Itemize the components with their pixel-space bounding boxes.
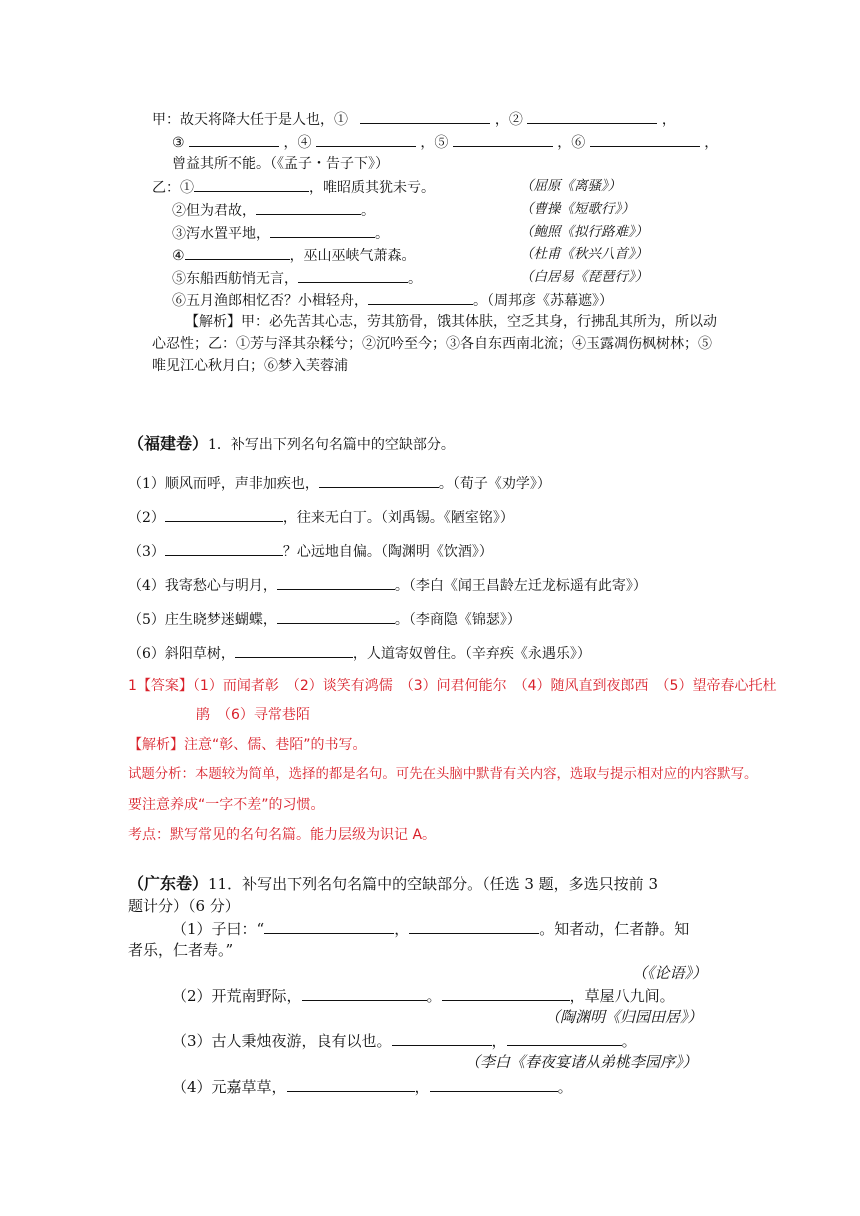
blank[interactable] <box>256 199 361 215</box>
fujian-item-2 <box>128 506 514 528</box>
text: ，巫山巫峡气萧森。 <box>289 248 416 264</box>
text: 。（李白《闻王昌龄左迁龙标遥有此寄》） <box>394 578 647 594</box>
analysis-line-3: 唯见江心秋月白；⑥梦入芙蓉浦 <box>152 358 348 374</box>
fujian-fenxi: 试题分析：本题较为简单，选择的都是名句。可先在头脑中默背有关内容，选取与提示相对应的内容默写。 <box>128 767 758 782</box>
blank[interactable] <box>527 108 657 124</box>
text: ⑤东船西舫悄无言， <box>172 271 298 287</box>
blank[interactable] <box>270 222 375 238</box>
blank[interactable] <box>277 574 395 590</box>
text: （3） <box>128 544 165 560</box>
text: 乙：① <box>152 180 194 196</box>
text: 。（李商隐《锦瑟》） <box>394 612 521 628</box>
yi-item-5 <box>172 267 422 289</box>
text: 。 <box>408 271 422 287</box>
blank[interactable] <box>189 131 279 147</box>
text: ，⑥ <box>557 135 586 151</box>
text: 。（周邦彦《苏幕遮》） <box>473 293 613 309</box>
text: （2）开荒南野际， <box>172 987 302 1005</box>
text: 1．补写出下列名句名篇中的空缺部分。 <box>208 437 455 453</box>
text: ，人道寄奴曾住。（辛弃疾《永遇乐》） <box>352 646 591 662</box>
blank[interactable] <box>316 131 416 147</box>
guangdong-head: （广东卷） <box>128 874 209 893</box>
blank[interactable] <box>409 918 539 934</box>
guangdong-item-3-src: （李白《春夜宴诸从弟桃李园序》） <box>465 1053 698 1071</box>
yi-item-4 <box>172 244 416 266</box>
text: 。 <box>375 226 389 242</box>
text: （4）我寄愁心与明月， <box>128 578 277 594</box>
text: ，② <box>494 112 523 128</box>
fujian-answer-line-1: 1【答案】（1）而闻者彰 （2）谈笑有鸿儒 （3）问君何能尔 （4）随风直到夜郎西 （5）望帝春心托杜 <box>128 678 777 694</box>
yi-item-3 <box>172 222 389 244</box>
text: ⑥五月渔郎相忆否？小楫轻舟， <box>172 293 368 309</box>
fujian-fenxi-2: 要注意养成“一字不差”的习惯。 <box>128 797 325 813</box>
guangdong-item-4 <box>172 1076 573 1097</box>
fujian-jiexi: 【解析】注意“彰、儒、巷陌”的书写。 <box>128 737 367 753</box>
text: ， <box>704 135 719 151</box>
fujian-question <box>128 434 455 455</box>
fujian-item-4 <box>128 574 647 596</box>
text: ， <box>414 1078 430 1096</box>
blank[interactable] <box>298 267 408 283</box>
guangdong-question-2: 题计分）（6 分） <box>128 897 240 915</box>
yi-item-1 <box>152 176 435 198</box>
text: （5）庄生晓梦迷蝴蝶， <box>128 612 277 628</box>
blank[interactable] <box>264 918 394 934</box>
fujian-item-3 <box>128 540 493 562</box>
fujian-item-1 <box>128 472 551 494</box>
blank[interactable] <box>507 1030 622 1046</box>
yi-item-6 <box>172 289 613 311</box>
blank[interactable] <box>442 985 570 1001</box>
fujian-answer-line-2: 鹃 （6）寻常巷陌 <box>196 707 310 723</box>
blank[interactable] <box>302 985 427 1001</box>
yi-src-2: （曹操《短歌行》） <box>520 201 635 217</box>
blank[interactable] <box>165 506 283 522</box>
jia-line-1 <box>152 108 676 130</box>
text: （4）元嘉草草， <box>172 1078 287 1096</box>
text: 。知者动，仁者静。知 <box>539 920 690 938</box>
text: ？心远地自偏。（陶渊明《饮酒》） <box>282 544 493 560</box>
text: ③ <box>172 135 185 151</box>
text: ④ <box>172 248 185 264</box>
text: （2） <box>128 510 165 526</box>
text: ③泻水置平地， <box>172 226 270 242</box>
blank[interactable] <box>360 108 490 124</box>
jia-line-3: 曾益其所不能。（《孟子・告子下》） <box>172 156 389 172</box>
blank[interactable] <box>368 289 473 305</box>
text: （3）古人秉烛夜游，良有以也。 <box>172 1032 392 1050</box>
blank[interactable] <box>194 176 309 192</box>
guangdong-item-3 <box>172 1030 637 1051</box>
text: ， <box>394 920 410 938</box>
blank[interactable] <box>430 1076 558 1092</box>
blank[interactable] <box>590 131 700 147</box>
fujian-head: （福建卷） <box>128 434 209 453</box>
text: ， <box>661 112 676 128</box>
blank[interactable] <box>277 608 395 624</box>
text: 。 <box>557 1078 573 1096</box>
blank[interactable] <box>185 244 290 260</box>
fujian-item-6 <box>128 642 591 664</box>
fujian-item-5 <box>128 608 521 630</box>
text: 11．补写出下列名句名篇中的空缺部分。（任选 3 题，多选只按前 3 <box>208 875 658 893</box>
guangdong-item-2 <box>172 985 675 1006</box>
yi-item-2 <box>172 199 375 221</box>
guangdong-item-1-src: （《论语》） <box>632 964 708 982</box>
jia-line-2 <box>172 131 718 153</box>
text: ②但为君故， <box>172 203 256 219</box>
yi-src-1: （屈原《离骚》） <box>520 178 622 194</box>
blank[interactable] <box>392 1030 492 1046</box>
blank[interactable] <box>319 472 439 488</box>
yi-src-3: （鲍照《拟行路难》） <box>520 224 649 240</box>
blank[interactable] <box>235 642 353 658</box>
text: 。 <box>621 1032 637 1050</box>
text: 。 <box>426 987 442 1005</box>
text: ，草屋八九间。 <box>569 987 675 1005</box>
text: （1）子曰：“ <box>172 920 265 938</box>
text: ，④ <box>283 135 312 151</box>
guangdong-item-2-src: （陶渊明《归园田居》） <box>545 1008 703 1026</box>
blank[interactable] <box>287 1076 415 1092</box>
fujian-kaodian: 考点：默写常见的名句名篇。能力层级为识记 A。 <box>128 827 437 843</box>
guangdong-item-1 <box>172 918 689 939</box>
analysis-line-2: 心忍性；乙：①芳与泽其杂糅兮；②沉吟至今；③各自东西南北流；④玉露凋伤枫树林；⑤ <box>152 336 712 352</box>
text: 。（荀子《劝学》） <box>438 476 551 492</box>
text: 。 <box>361 203 375 219</box>
jia-label: 甲：故天将降大任于是人也，① <box>152 112 348 128</box>
text: （6）斜阳草树， <box>128 646 235 662</box>
guangdong-question-1 <box>128 874 658 894</box>
text: ，⑤ <box>420 135 449 151</box>
text: （1）顺风而呼，声非加疾也， <box>128 476 319 492</box>
yi-src-4: （杜甫《秋兴八首》） <box>520 246 649 262</box>
analysis-line-1: 【解析】甲：必先苦其心志，劳其筋骨，饿其体肤，空乏其身，行拂乱其所为，所以动 <box>185 314 717 330</box>
text: ，往来无白丁。（刘禹锡。《陋室铭》） <box>282 510 514 526</box>
blank[interactable] <box>165 540 283 556</box>
guangdong-item-1-line-2: 者乐，仁者寿。” <box>128 941 234 959</box>
text: ，唯昭质其犹未亏。 <box>309 180 435 196</box>
text: ， <box>491 1032 507 1050</box>
blank[interactable] <box>453 131 553 147</box>
yi-src-5: （白居易《琵琶行》） <box>520 269 649 285</box>
